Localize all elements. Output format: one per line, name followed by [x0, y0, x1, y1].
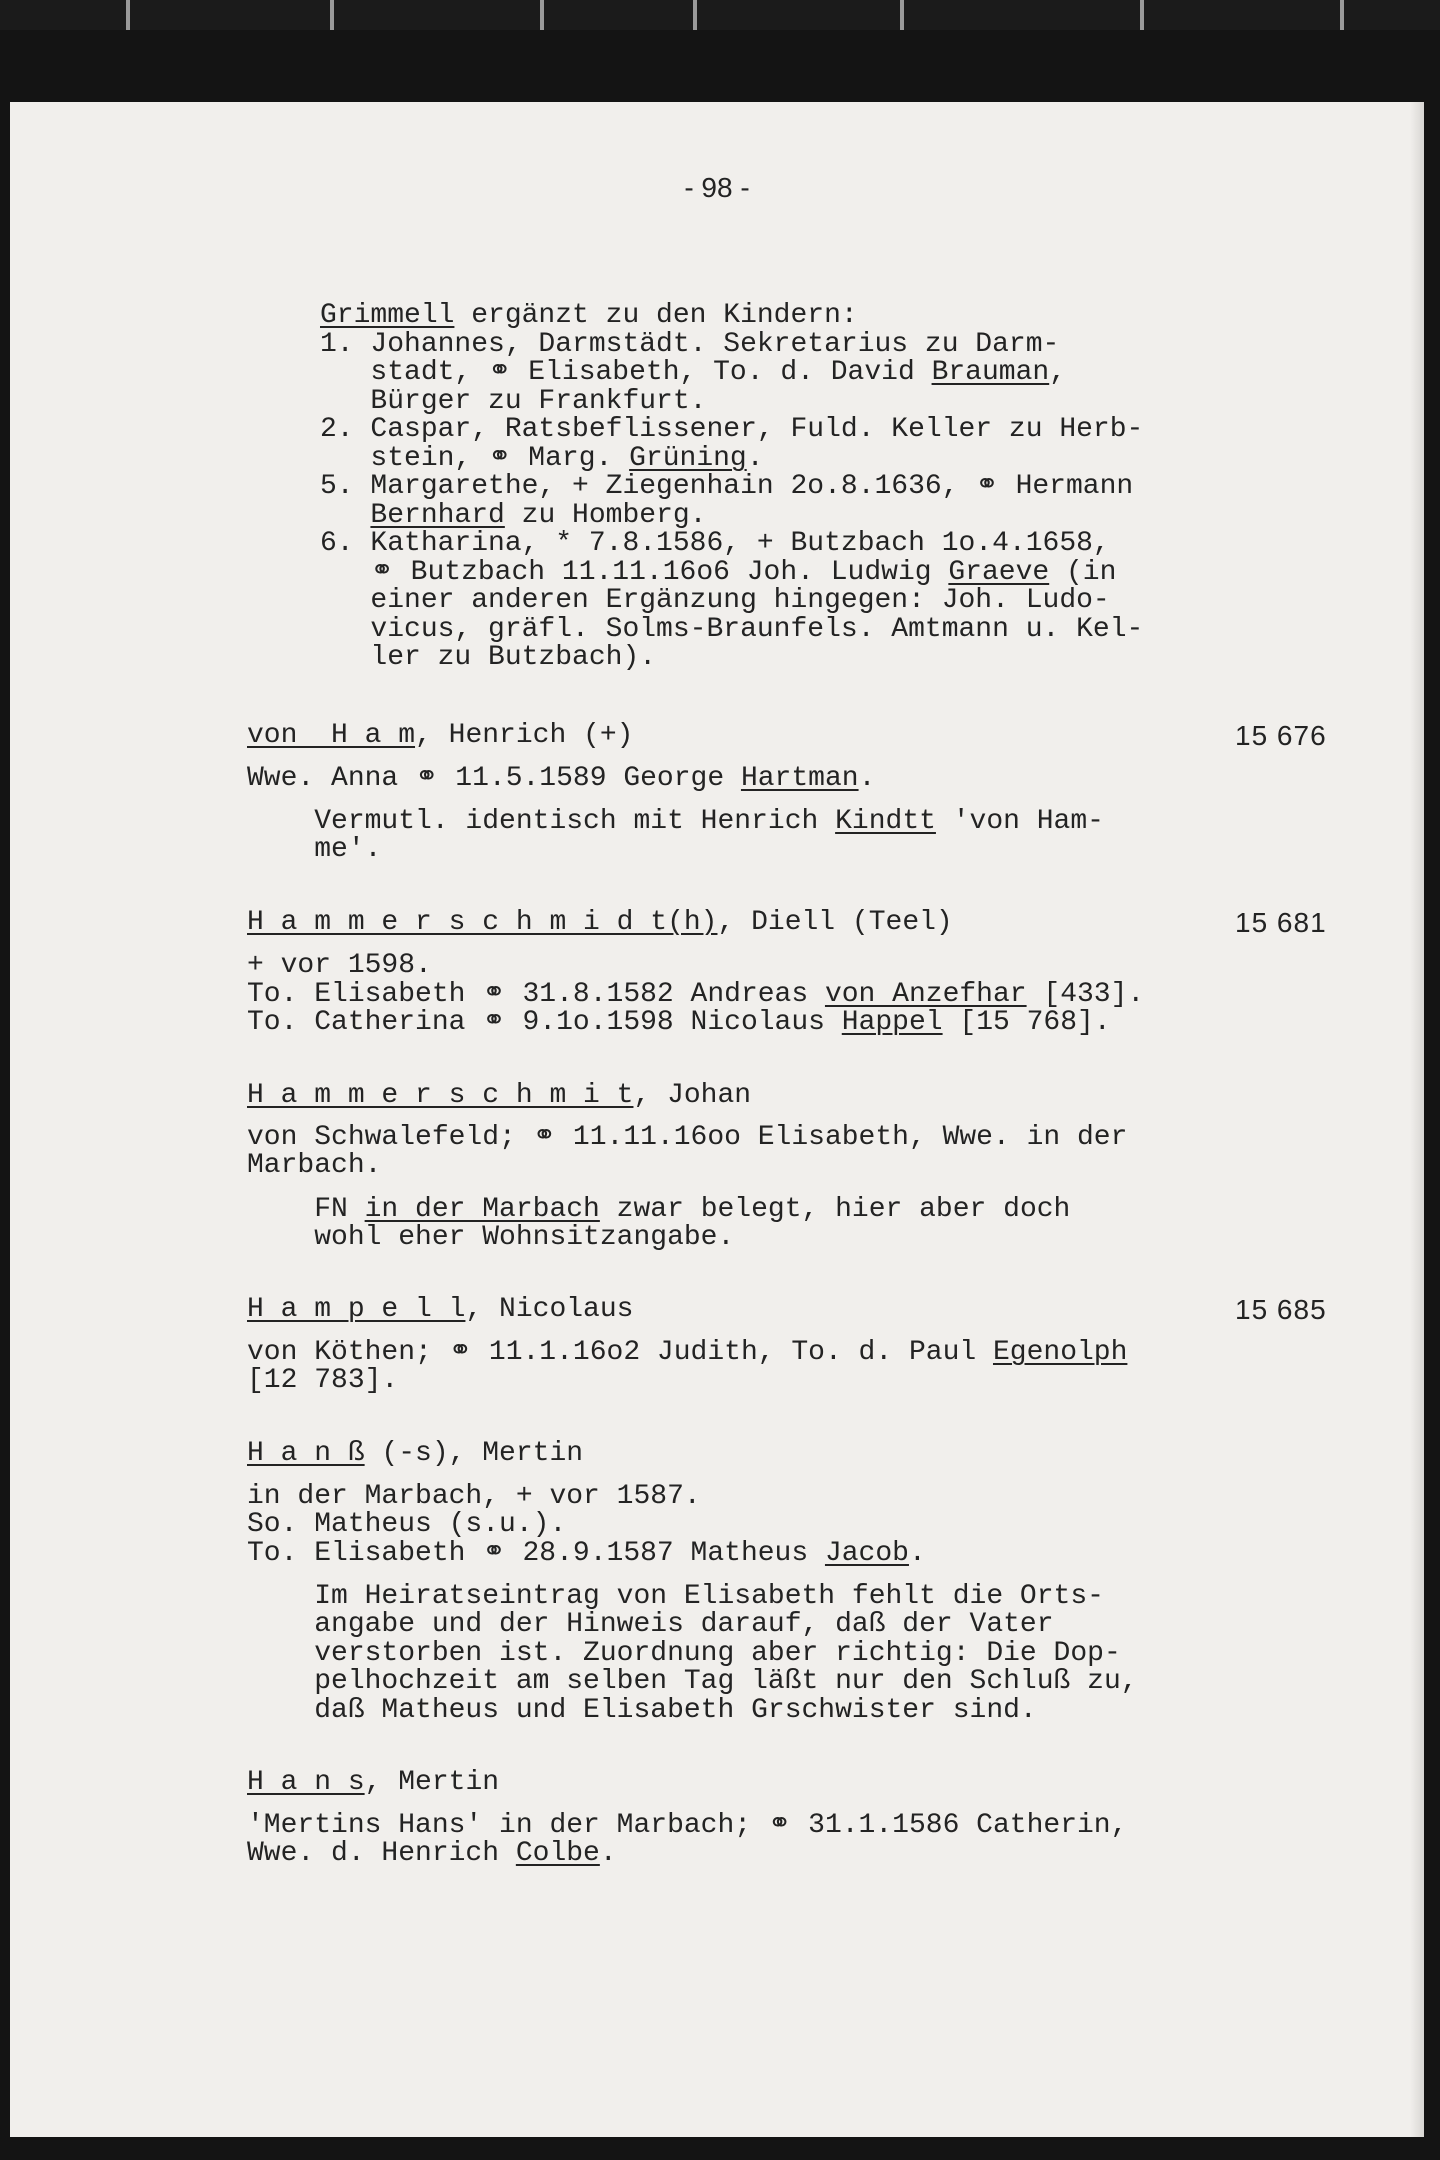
entry-given-name: , Mertin	[364, 1767, 500, 1798]
entry-reference-number: 15 676	[1235, 720, 1327, 751]
note-line: daß Matheus und Elisabeth Grschwister sind.	[247, 1695, 1037, 1726]
text: stein, ⚭ Marg.	[320, 443, 630, 474]
text: [15 768].	[942, 1007, 1111, 1038]
text: zwar belegt, hier aber doch	[599, 1194, 1071, 1225]
text-line: [12 783].	[247, 1365, 399, 1396]
surname: Brauman	[931, 357, 1050, 388]
entry-given-name: , Johan	[633, 1080, 752, 1111]
text: .	[746, 443, 764, 474]
surname: Egenolph	[992, 1337, 1128, 1368]
text-line	[320, 302, 858, 331]
note-line: angabe und der Hinweis darauf, daß der Vater	[247, 1609, 1054, 1640]
text: ergänzt zu den Kindern:	[454, 300, 858, 331]
text: .	[908, 1538, 926, 1569]
film-tick	[330, 0, 334, 30]
text: Wwe. Anna ⚭ 11.5.1589 George	[247, 763, 741, 794]
entry-reference-number: 15 681	[1235, 907, 1327, 938]
text-line	[247, 1339, 1127, 1368]
text-line	[247, 981, 1144, 1010]
text: To. Elisabeth ⚭ 28.9.1587 Matheus	[247, 1538, 825, 1569]
text: To. Elisabeth ⚭ 31.8.1582 Andreas	[247, 979, 825, 1010]
surname: Bernhard	[370, 500, 505, 531]
text-line	[320, 559, 1116, 588]
film-tick	[126, 0, 130, 30]
note-line: pelhochzeit am selben Tag läßt nur den Schluß zu,	[247, 1666, 1138, 1697]
text-line: 5. Margarethe, + Ziegenhain 2o.8.1636, ⚭ Hermann	[320, 471, 1134, 502]
entry-heading	[247, 1082, 751, 1111]
text-line	[247, 765, 875, 794]
text: Wwe. d. Henrich	[247, 1838, 516, 1869]
surname: Graeve	[948, 557, 1050, 588]
film-top-strip	[0, 0, 1440, 30]
text-line: 2. Caspar, Ratsbeflissener, Fuld. Keller zu Herb-	[320, 414, 1144, 445]
entry-given-name: (-s), Mertin	[364, 1438, 584, 1469]
text-line: vicus, gräfl. Solms-Braunfels. Amtmann u. Kel-	[320, 614, 1144, 645]
entry-given-name: , Diell (Teel)	[717, 907, 953, 938]
text-line: + vor 1598.	[247, 950, 432, 981]
entry-surname: H a m m e r s c h m i t	[247, 1080, 634, 1111]
text: .	[599, 1838, 617, 1869]
page-number: - 98 -	[684, 172, 750, 203]
text-line: So. Matheus (s.u.).	[247, 1509, 567, 1540]
entry-heading	[247, 722, 633, 751]
surname: Happel	[841, 1007, 943, 1038]
text-line: Marbach.	[247, 1150, 382, 1181]
surname: Jacob	[824, 1538, 909, 1569]
entry-given-name: , Nicolaus	[465, 1294, 634, 1325]
surname: Hartman	[740, 763, 859, 794]
film-tick	[1140, 0, 1144, 30]
entry-surname: H a n ß	[247, 1438, 365, 1469]
note-line: Im Heiratseintrag von Elisabeth fehlt die Orts-	[247, 1581, 1104, 1612]
text: Vermutl. identisch mit Henrich	[247, 806, 836, 837]
text-line: ler zu Butzbach).	[320, 642, 657, 673]
place-name: in der Marbach	[364, 1194, 600, 1225]
note-line: verstorben ist. Zuordnung aber richtig: Die Dop-	[247, 1638, 1121, 1669]
entry-heading	[247, 1769, 499, 1798]
note-line	[247, 808, 1104, 837]
text-line	[320, 445, 764, 474]
film-tick	[1340, 0, 1344, 30]
surname: Grüning	[629, 443, 747, 474]
surname: Colbe	[515, 1838, 600, 1869]
text: [433].	[1026, 979, 1145, 1010]
text	[320, 500, 370, 531]
text-line: 1. Johannes, Darmstädt. Sekretarius zu Darm-	[320, 329, 1060, 360]
text: .	[858, 763, 876, 794]
text: 'von Ham-	[935, 806, 1104, 837]
text-line: 'Mertins Hans' in der Marbach; ⚭ 31.1.1586 Catherin,	[247, 1810, 1128, 1841]
text-line: in der Marbach, + vor 1587.	[247, 1481, 701, 1512]
text: ⚭ Butzbach 11.11.16o6 Joh. Ludwig	[320, 557, 949, 588]
document-body	[10, 102, 1424, 2137]
text: (in	[1049, 557, 1117, 588]
text: von Köthen; ⚭ 11.1.16o2 Judith, To. d. Paul	[247, 1337, 993, 1368]
text-line: von Schwalefeld; ⚭ 11.11.16oo Elisabeth, Wwe. in der	[247, 1122, 1128, 1153]
text-line: einer anderen Ergänzung hingegen: Joh. Ludo-	[320, 585, 1110, 616]
entry-heading	[247, 1296, 633, 1325]
text: To. Catherina ⚭ 9.1o.1598 Nicolaus	[247, 1007, 842, 1038]
text-line	[247, 1540, 926, 1569]
entry-heading	[247, 1440, 583, 1469]
entry-surname: H a m p e l l	[247, 1294, 466, 1325]
entry-given-name: , Henrich (+)	[415, 720, 634, 751]
film-tick	[540, 0, 544, 30]
note-line: wohl eher Wohnsitzangabe.	[247, 1222, 735, 1253]
note-line	[247, 1196, 1070, 1225]
entry-surname: H a n s	[247, 1767, 365, 1798]
film-tick	[693, 0, 697, 30]
note-line: me'.	[247, 834, 382, 865]
text: FN	[247, 1194, 365, 1225]
film-tick	[900, 0, 904, 30]
surname: von Anzefhar	[824, 979, 1027, 1010]
text: zu Homberg.	[504, 500, 707, 531]
text-line	[320, 359, 1066, 388]
surname-link: Grimmell	[320, 300, 455, 331]
text-line: 6. Katharina, * 7.8.1586, + Butzbach 1o.4.1658,	[320, 528, 1110, 559]
entry-reference-number: 15 685	[1235, 1294, 1327, 1325]
document-page	[10, 102, 1424, 2137]
entry-heading	[247, 909, 953, 938]
text-line	[320, 502, 706, 531]
text: ,	[1049, 357, 1066, 388]
surname: Kindtt	[835, 806, 936, 837]
text-line	[247, 1009, 1111, 1038]
text: stadt, ⚭ Elisabeth, To. d. David	[320, 357, 932, 388]
text-line: Bürger zu Frankfurt.	[320, 386, 707, 417]
text-line	[247, 1840, 617, 1869]
entry-surname: von H a m	[247, 720, 416, 751]
entry-surname: H a m m e r s c h m i d t(h)	[247, 907, 718, 938]
